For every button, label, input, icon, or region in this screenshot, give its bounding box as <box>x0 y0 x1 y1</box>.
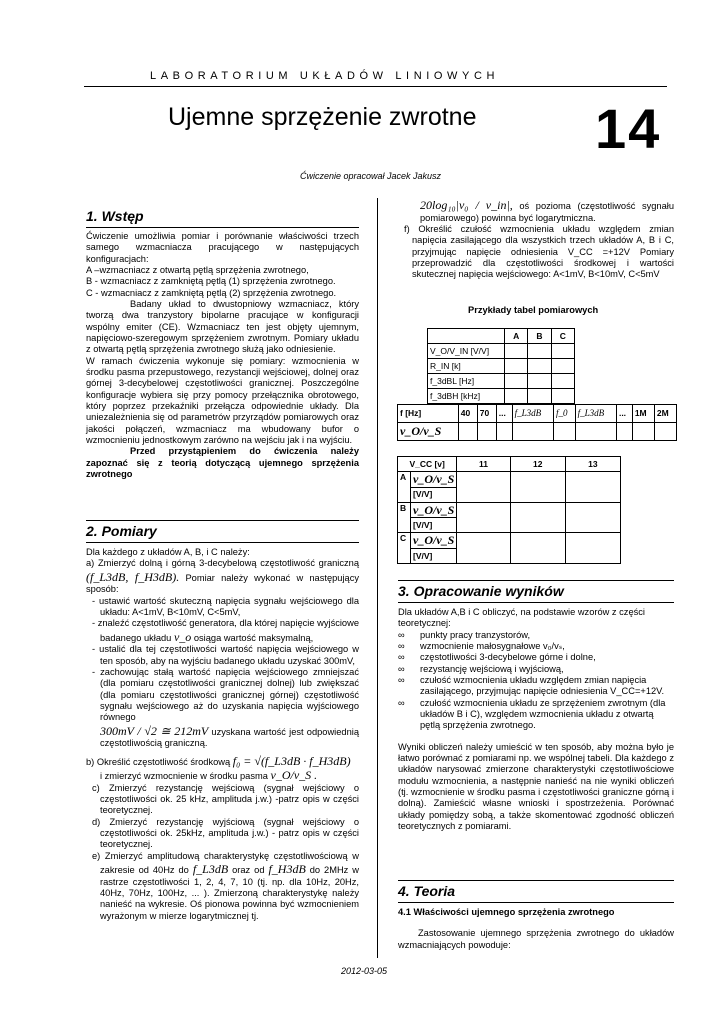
table-cell <box>654 423 676 441</box>
table-cell <box>510 533 565 564</box>
table-cell: A <box>398 472 411 503</box>
table-cell <box>457 533 510 564</box>
exercise-number: 14 <box>595 97 662 160</box>
list-item <box>398 652 674 663</box>
table-cell: f_L3dB <box>512 405 553 423</box>
table-cell <box>565 502 620 533</box>
table-header: C <box>551 329 574 344</box>
table-cell <box>505 359 528 374</box>
table-cell: v_O/v_S <box>398 423 459 441</box>
tables-title: Przykłady tabel pomiarowych <box>468 305 599 315</box>
formula: f₀ = √(f_L3dB · f_H3dB) <box>232 753 351 768</box>
text: - znaleźć częstotliwość generatora, dla której napięcie wyjściowe badanego układu <box>92 618 359 643</box>
table-cell <box>551 389 574 404</box>
list-item <box>398 664 674 675</box>
text: e) Zmierzyć amplitudową charakterystykę częstotliwościową w zakresie od 40Hz do <box>92 850 359 876</box>
table-cell: 40 <box>458 405 477 423</box>
text: a) Zmierzyć dolną i górną 3-decybelową częstotliwość graniczną <box>86 558 359 569</box>
section-rule <box>398 602 674 603</box>
table-cell: f_L3dB <box>575 405 616 423</box>
table-row <box>398 472 621 488</box>
table-cell <box>565 533 620 564</box>
table-cell <box>575 423 616 441</box>
table-cell <box>528 344 551 359</box>
right-column <box>398 198 674 281</box>
table-cell <box>505 374 528 389</box>
list-item: A –wzmacniacz z otwartą pętlą sprzężenia zwrotnego, <box>86 265 309 276</box>
table-2 <box>397 404 677 441</box>
table-cell: [V/V] <box>411 487 457 502</box>
table-cell: 1M <box>632 405 654 423</box>
text: do 2MHz w rastrze częstotliwości 1, 2, 4, 7, 10 (tj. np. dla 10Hz, 20Hz, 40Hz, 70Hz, 100Hz, ... ). Zmierzoną charakterystykę należy nanieść na wykresie. Oś pionowa powinna być wzmocnieniem wyrażonym w mierze logarytmicznej tj. <box>100 865 359 921</box>
table-cell <box>457 502 510 533</box>
table-cell: v_O/v_S <box>411 533 457 549</box>
list-item: B - wzmacniacz z zamkniętą pętlą (1) sprzężenia zwrotnego. <box>86 276 336 287</box>
section-2 <box>86 520 359 922</box>
table-cell: ... <box>496 405 512 423</box>
paragraph <box>86 724 359 750</box>
table-cell <box>458 423 477 441</box>
table-cell <box>505 389 528 404</box>
paragraph <box>398 198 674 224</box>
bullet-icon: ∞ <box>398 652 405 663</box>
text: i zmierzyć wzmocnienie w środku pasma <box>100 771 268 782</box>
page-title: Ujemne sprzężenie zwrotne <box>168 103 477 131</box>
list-item <box>398 641 674 652</box>
table-cell <box>510 502 565 533</box>
section-rule <box>86 227 359 228</box>
table-header: B <box>528 329 551 344</box>
paragraph: Badany układ to dwustopniowy wzmacniacz, który tworzą dwa tranzystory bipolarne pracujące w konfiguracji wspólny emiter (CE). Wzmacniacz ten jest objęty ujemnym, napięciowo-szeregowym sprzężeniem zwrotnym. Pomiary układu z otwartą pętlą sprzężenia zwrotnego służą jako odniesienie. <box>86 299 359 355</box>
table-cell <box>505 344 528 359</box>
table-row <box>428 374 575 389</box>
section-rule <box>398 902 674 903</box>
text: czułość wzmocnienia układu ze sprzężeniem zwrotnym (dla układów B i C), względem wzmocnienia układu z otwartą pętlą sprzężenia zwrotnego. <box>420 697 666 731</box>
section-rule <box>398 580 674 581</box>
table-row <box>398 502 621 518</box>
table-cell: v_O/v_S <box>411 502 457 518</box>
table-cell <box>551 359 574 374</box>
text: Pomiar należy wykonać w następujący sposób: <box>86 572 359 595</box>
paragraph <box>86 754 359 769</box>
table-cell: B <box>398 502 411 533</box>
paragraph: Dla każdego z układów A, B, i C należy: <box>86 547 250 558</box>
table-cell: f_3dBH [kHz] <box>428 389 505 404</box>
formula: f_H3dB <box>268 862 306 877</box>
table-cell: 70 <box>477 405 496 423</box>
table-cell: [V/V] <box>411 548 457 563</box>
table-cell: 2M <box>654 405 676 423</box>
table-cell: f_0 <box>553 405 575 423</box>
bullet-icon: ∞ <box>398 697 405 708</box>
table-cell <box>528 359 551 374</box>
list-item: - ustawić wartość skuteczną napięcia sygnału wejściowego dla układu: A<1mV, B<10mV, C<5mV, <box>92 595 359 618</box>
paragraph: Wyniki obliczeń należy umieścić w ten sposób, aby można było je łatwo porównać z pomiarami np. we wspólnej tabeli. Dla każdego z układów narysować zmierzone charakterystyki częstotliwościowe modułu wzmocnienia, a następnie nanieść na nie wyniki obliczeń (tj. wzmocnienie w środku pasma i częstotliwości graniczne górną i dolną). Zamieścić własne wnioski i spostrzeżenia. Porównać układy pomiędzy sobą, a także skomentować zgodność obliczeń teoretycznych z pomiarami. <box>398 741 674 831</box>
section-rule <box>86 542 359 543</box>
list-item: C - wzmacniacz z zamkniętą pętlą (2) sprzężenia zwrotnego. <box>86 287 337 298</box>
table-cell <box>477 423 496 441</box>
table-cell <box>551 374 574 389</box>
list-item <box>398 675 674 698</box>
bullet-icon: ∞ <box>398 675 405 686</box>
text: osiąga wartość maksymalną, <box>193 632 314 643</box>
table-cell: V_O/V_IN [V/V] <box>428 344 505 359</box>
bullet-icon: ∞ <box>398 629 405 640</box>
formula: 300mV / √2 ≅ 212mV <box>100 723 209 738</box>
table-cell: ... <box>616 405 632 423</box>
table-header: V_CC [v] <box>398 457 457 472</box>
list-item <box>86 851 359 922</box>
section-heading: 1. Wstęp <box>86 208 144 224</box>
paragraph: Dla układów A,B i C obliczyć, na podstawie wzorów z części teoretycznej: <box>398 607 645 629</box>
column-divider <box>377 198 378 958</box>
table-header: 11 <box>457 457 510 472</box>
paragraph: W ramach ćwiczenia wykonuje się pomiary: wzmocnienia w środku pasma przepustowego, rezystancji wejściowej, dolnej oraz górnej 3-decybelowej częstotliwości granicznej. Poszczególne konfiguracje wybiera się przy pomocy przełącznika obrotowego, który poprzez przekaźniki przełącza odpowiednie układy. Dla uniezależnienia się od parametrów przyrządów pomiarowych oraz jakości połączeń, wzmacniacz ma wbudowany bufor o wzmocnieniu jednostkowym zarówno na wejściu jak i na wyjściu. <box>86 355 359 445</box>
footer-date: 2012-03-05 <box>341 966 388 976</box>
text: częstotliwości 3-decybelowe górne i dolne, <box>420 652 596 663</box>
formula: f_L3dB <box>192 862 229 877</box>
table-cell <box>616 423 632 441</box>
table-cell <box>565 472 620 503</box>
table-row <box>398 405 677 423</box>
formula: 20log₁₀|v₀ / v_in|, <box>420 198 513 212</box>
paragraph: Przed przystąpieniem do ćwiczenia należy zapoznać się z teorią dotyczącą ujemnego sprzężenia zwrotnego <box>86 446 359 479</box>
table-cell: f [Hz] <box>398 405 459 423</box>
table-cell: f_3dBL [Hz] <box>428 374 505 389</box>
text: oś pozioma (częstotliwość sygnału pomiarowego) powinna być logarytmiczna. <box>420 201 674 223</box>
table-cell: [V/V] <box>411 518 457 533</box>
section-3 <box>398 580 674 832</box>
table-row <box>398 533 621 549</box>
text: uzyskana wartość jest odpowiednią częstotliwością graniczną. <box>100 726 359 749</box>
bullet-icon: ∞ <box>398 663 405 674</box>
section-heading: 4. Teoria <box>398 883 456 899</box>
list-item <box>398 698 674 732</box>
table-row <box>428 329 575 344</box>
text: rezystancję wejściową i wyjściową, <box>420 663 564 674</box>
table-cell <box>496 423 512 441</box>
table-cell <box>428 329 505 344</box>
table-3 <box>397 456 621 564</box>
table-row <box>398 423 677 441</box>
table-row <box>428 344 575 359</box>
table-cell <box>512 423 553 441</box>
table-row <box>428 389 575 404</box>
lab-header: LABORATORIUM UKŁADÓW LINIOWYCH <box>150 70 500 82</box>
subsection-heading: 4.1 Właściwości ujemnego sprzężenia zwrotnego <box>398 907 615 918</box>
list-item: d) Zmierzyć rezystancję wyjściową (sygnał wejściowy o częstotliwości ok. 25kHz, amplituda j.w.) - patrz opis w części teoretycznej. <box>92 816 359 850</box>
table-cell: C <box>398 533 411 564</box>
formula: (f_L3dB, f_H3dB). <box>86 569 180 584</box>
table-cell <box>457 472 510 503</box>
text: oraz od <box>232 865 265 876</box>
table-row <box>428 359 575 374</box>
text: b) Określić częstotliwość środkową <box>86 756 231 767</box>
section-rule <box>86 520 359 521</box>
paragraph: Ćwiczenie umożliwia pomiar i porównanie właściwości trzech samego wzmacniacza pracującego w następujących konfiguracjach: <box>86 231 359 264</box>
table-cell <box>551 344 574 359</box>
table-cell <box>553 423 575 441</box>
paragraph <box>86 558 359 595</box>
text: czułość wzmocnienia układu względem zmian napięcia zasilającego, przyjmując napięcie odniesienia V_CC=+12V. <box>420 675 665 697</box>
table-header: 13 <box>565 457 620 472</box>
table-header: 12 <box>510 457 565 472</box>
bullet-icon: ∞ <box>398 641 405 652</box>
section-rule <box>398 880 674 881</box>
table-1 <box>427 328 575 404</box>
list-item: f) Określić czułość wzmocnienia układu względem zmian napięcia zasilającego dla wszystkich trzech układów A, B i C, przyjmując napięcie odniesienia V_CC =+12V Pomiary przeprowadzić dla częstotliwości środkowej i wartości skutecznej napięcia wejściowego: A<1mV, B<10mV, C<5mV <box>404 223 674 280</box>
paragraph <box>86 768 359 783</box>
list-item: - ustalić dla tej częstotliwości wartość napięcia wejściowego w ten sposób, aby na wyjściu badanego układu uzyskać 300mV, <box>92 644 359 666</box>
text: punkty pracy tranzystorów, <box>420 629 531 640</box>
list-item <box>398 630 674 641</box>
section-4 <box>398 880 674 951</box>
paragraph: Zastosowanie ujemnego sprzężenia zwrotnego do układów wzmacniających powoduje: <box>398 928 674 950</box>
table-row <box>398 457 621 472</box>
author: Ćwiczenie opracował Jacek Jakusz <box>300 171 442 181</box>
table-cell: R_IN [k] <box>428 359 505 374</box>
table-cell: v_O/v_S <box>411 472 457 488</box>
formula: v_o <box>173 629 192 644</box>
list-item: c) Zmierzyć rezystancję wejściową (sygnał wejściowy o częstotliwości ok. 25 kHz, amplituda j.w.) -patrz opis w części teoretycznej. <box>92 782 359 816</box>
section-heading: 2. Pomiary <box>86 523 157 539</box>
table-cell <box>528 389 551 404</box>
list-item: - zachowując stałą wartość napięcia wejściowego zmniejszać (dla pomiaru częstotliwości granicznej dolnej) lub zwiększać (dla pomiaru częstotliwości granicznej górnej) częstotliwość sygnału wejściowego aż do uzyskania napięcia wyjściowego równego <box>92 666 359 723</box>
section-heading: 3. Opracowanie wyników <box>398 583 564 599</box>
table-header: A <box>505 329 528 344</box>
table-cell <box>632 423 654 441</box>
header-rule <box>84 86 667 87</box>
left-column <box>86 208 359 480</box>
formula: v_O/v_S . <box>270 768 318 783</box>
table-cell <box>510 472 565 503</box>
list-item <box>86 618 359 644</box>
table-cell <box>528 374 551 389</box>
text: wzmocnienie małosygnałowe v₀/vₛ, <box>420 641 565 652</box>
